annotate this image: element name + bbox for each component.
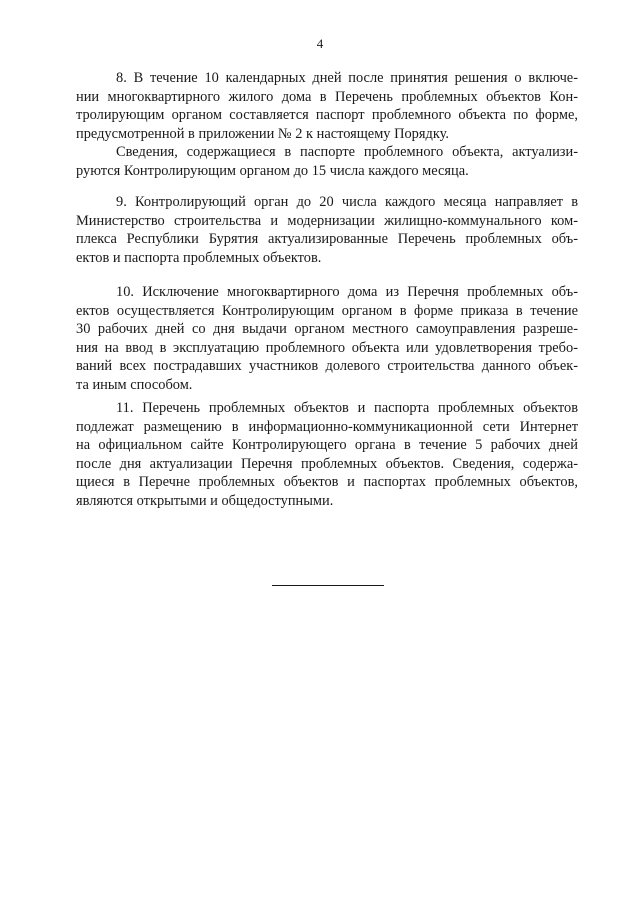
paragraph-line: предусмотренной в приложении № 2 к настоящему Порядку. — [76, 125, 449, 142]
paragraph-11 — [76, 399, 578, 510]
paragraph-line: ектов и паспорта проблемных объектов. — [76, 249, 322, 266]
paragraph-line: 9. Контролирующий орган до 20 числа каждого месяца направляет в — [116, 194, 578, 210]
paragraph-line: ваний всех пострадавших участников долевого строительства данного объек- — [76, 358, 578, 374]
paragraph-9 — [76, 193, 578, 267]
paragraph-line: тролирующим органом составляется паспорт проблемного объекта по форме, — [76, 107, 578, 123]
paragraph-line: 11. Перечень проблемных объектов и паспорта проблемных объектов — [116, 400, 578, 416]
paragraph-line: ния на ввод в эксплуатацию проблемного объекта или удовлетворения требо- — [76, 339, 578, 356]
paragraph-line: 30 рабочих дней со дня выдачи органом местного самоуправления разреше- — [76, 321, 578, 337]
paragraph-line: 8. В течение 10 календарных дней после принятия решения о включе- — [116, 70, 578, 86]
paragraph-8-continuation — [76, 143, 578, 180]
paragraph-8 — [76, 69, 578, 143]
paragraph-line: Министерство строительства и модернизации жилищно-коммунального ком- — [76, 212, 578, 229]
paragraph-line: после дня актуализации Перечня проблемных объектов. Сведения, содержа- — [76, 455, 578, 472]
paragraph-line: являются открытыми и общедоступными. — [76, 492, 334, 509]
paragraph-line: та иным способом. — [76, 376, 193, 393]
paragraph-line: плекса Республики Бурятия актуализированные Перечень проблемных объ- — [76, 231, 578, 247]
paragraph-line: щиеся в Перечне проблемных объектов и паспортах проблемных объектов, — [76, 474, 578, 490]
paragraph-10 — [76, 283, 578, 394]
paragraph-line: Сведения, содержащиеся в паспорте проблемного объекта, актуализи- — [116, 144, 578, 160]
paragraph-line: 10. Исключение многоквартирного дома из Перечня проблемных объ- — [116, 284, 578, 300]
paragraph-line: руются Контролирующим органом до 15 числа каждого месяца. — [76, 162, 469, 179]
paragraph-line: нии многоквартирного жилого дома в Перечень проблемных объектов Кон- — [76, 88, 578, 105]
paragraph-line: ектов осуществляется Контролирующим органом в форме приказа в течение — [76, 302, 578, 319]
paragraph-line: на официальном сайте Контролирующего органа в течение 5 рабочих дней — [76, 437, 578, 453]
page-number: 4 — [316, 36, 324, 51]
paragraph-line: подлежат размещению в информационно-коммуникационной сети Интернет — [76, 418, 578, 435]
end-of-text-rule — [272, 585, 384, 586]
